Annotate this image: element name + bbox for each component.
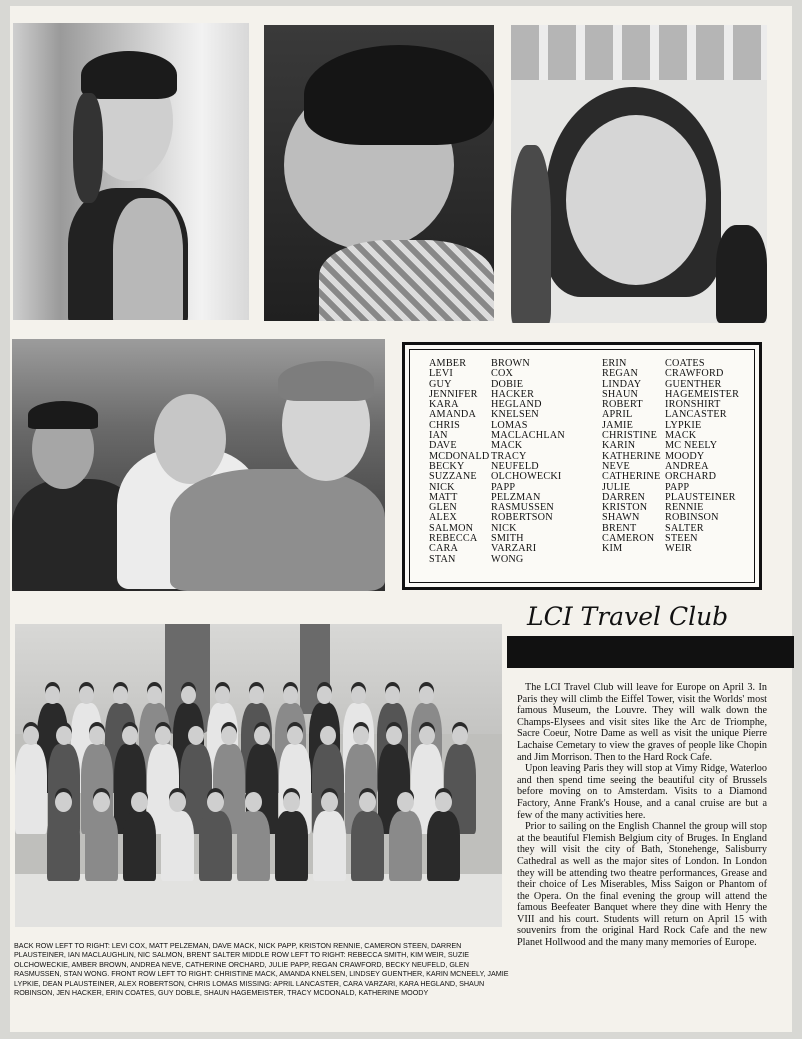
member-name: DARREN (602, 491, 646, 503)
member-name: JULIE (602, 481, 631, 493)
photo-caption: BACK ROW LEFT TO RIGHT: LEVI COX, MATT PELZEMAN, DAVE MACK, NICK PAPP, KRISTON RENNIE, CAMERON STEEN, DARREN PLAUSTEINER, IAN MACLAUGHLIN, NIC SALMON, BRENT SALTER MIDDLE ROW LEFT TO RIGHT: REBECCA SMITH, KIM WEIR, SUZIE OLCHOWECKIE, AMBER BROWN, ANDREA NEVE, CATHERINE ORCHARD, JULIE PAPP, REGAN CRAWFORD, BECKY NEUFELD, GLEN RASMUSSEN, STAN WONG. FRONT ROW LEFT TO RIGHT: CHRISTINE MACK, AMANDA KNELSEN, LINDSEY GUENTHER, KARIN MCNEELY, JAMIE LYPKIE, DEAN PLAUSTEINER, ALEX ROBERTSON, CHRIS LOMAS MISSING: APRIL LANCASTER, CARA VARZARI, KARA HEGLAND, SHAUN ROBINSON, JEN HACKER, ERIN COATES, GUY DOBLE, SHAUN HAGEMEISTER, TRACY MCDONALD, KATHERINE MOODY (14, 941, 509, 998)
member-name: WONG (491, 553, 524, 565)
group-member-figure (181, 686, 196, 704)
member-name: SMITH (491, 533, 524, 545)
member-name: WEIR (665, 543, 692, 555)
group-member-body (161, 811, 194, 881)
article-paragraph-2: Upon leaving Paris they will stop at Vimy Ridge, Waterloo and then spend time seeing the beautiful city of Brussels before moving on to Amsterdam. Visits to a Diamond Factory, Anne Frank's House, and a canal cruise are but a few of the many activities here. (517, 763, 767, 821)
group-member-figure (452, 726, 468, 745)
group-member-body (123, 811, 156, 881)
member-name: KIM (602, 543, 623, 555)
member-name: STEEN (665, 533, 698, 545)
group-member-figure (353, 726, 369, 745)
member-name: ERIN (602, 358, 627, 369)
group-member-figure (169, 792, 186, 812)
group-member-figure (320, 726, 336, 745)
group-member-figure (93, 792, 110, 812)
member-name: SHAWN (602, 512, 640, 524)
group-member-body (427, 811, 460, 881)
group-member-figure (89, 726, 105, 745)
member-name: CRAWFORD (665, 368, 724, 380)
member-name: RENNIE (665, 502, 704, 514)
group-member-body (15, 744, 47, 834)
group-member-body (85, 811, 118, 881)
photo-three-students (12, 339, 385, 591)
member-name: PAPP (665, 481, 690, 493)
member-name: PAPP (491, 481, 516, 493)
group-member-figure (283, 792, 300, 812)
member-name: LEVI (429, 368, 453, 380)
group-member-figure (254, 726, 270, 745)
member-name: NEUFELD (491, 460, 539, 472)
group-member-figure (385, 686, 400, 704)
member-name: JAMIE (602, 419, 633, 431)
member-name: KNELSEN (491, 409, 539, 421)
group-member-figure (386, 726, 402, 745)
member-name: REBECCA (429, 533, 478, 545)
member-name: IRONSHIRT (665, 399, 721, 411)
member-name: HEGLAND (491, 399, 542, 411)
member-name: KARA (429, 399, 459, 411)
member-name: KATHERINE (602, 450, 661, 462)
group-member-figure (359, 792, 376, 812)
member-name: DOBIE (491, 378, 524, 390)
group-member-figure (207, 792, 224, 812)
club-article (517, 682, 767, 949)
group-member-figure (419, 686, 434, 704)
group-member-figure (397, 792, 414, 812)
group-member-figure (221, 726, 237, 745)
member-name: NICK (491, 522, 517, 534)
group-member-figure (321, 792, 338, 812)
photo-student-cap (13, 23, 249, 320)
group-member-body (389, 811, 422, 881)
member-name: LYPKIE (665, 419, 702, 431)
names-left-last (491, 359, 565, 565)
member-name: JENNIFER (429, 388, 478, 400)
group-member-body (47, 811, 80, 881)
member-name: OLCHOWECKI (491, 471, 562, 483)
member-name: HAGEMEISTER (665, 388, 740, 400)
member-name: GUENTHER (665, 378, 722, 390)
member-name: MACLACHLAN (491, 430, 565, 442)
member-name: DAVE (429, 440, 457, 452)
member-name: MACK (665, 430, 697, 442)
group-photo (15, 624, 502, 927)
group-member-figure (351, 686, 366, 704)
group-member-body (351, 811, 384, 881)
member-name: PLAUSTEINER (665, 491, 736, 503)
member-name: APRIL (602, 409, 633, 421)
group-member-figure (45, 686, 60, 704)
group-member-figure (55, 792, 72, 812)
member-name: STAN (429, 553, 456, 565)
member-name: ROBERTSON (491, 512, 553, 524)
member-name: MOODY (665, 450, 705, 462)
member-name: HACKER (491, 388, 535, 400)
group-member-figure (79, 686, 94, 704)
member-name: TRACY (491, 450, 527, 462)
member-name: SHAUN (602, 388, 639, 400)
member-name: KARIN (602, 440, 636, 452)
names-right-first (602, 359, 661, 555)
group-member-figure (245, 792, 262, 812)
member-name: REGAN (602, 368, 639, 380)
group-member-figure (435, 792, 452, 812)
group-member-figure (147, 686, 162, 704)
member-name: MC NEELY (665, 440, 718, 452)
member-name: NICK (429, 481, 455, 493)
member-name: CAMERON (602, 533, 655, 545)
member-name: MATT (429, 491, 458, 503)
member-name: SALTER (665, 522, 704, 534)
member-name: AMANDA (429, 409, 477, 421)
member-name: VARZARI (491, 543, 537, 555)
member-name: GLEN (429, 502, 457, 514)
member-name: BECKY (429, 460, 465, 472)
club-title: LCI Travel Club (527, 602, 729, 631)
member-name: GUY (429, 378, 452, 390)
member-name: COX (491, 368, 514, 380)
member-name: ROBINSON (665, 512, 719, 524)
group-member-figure (113, 686, 128, 704)
member-name: CHRISTINE (602, 430, 658, 442)
photo-student-laughing (264, 25, 494, 321)
group-member-figure (23, 726, 39, 745)
member-name: RASMUSSEN (491, 502, 554, 514)
group-member-figure (283, 686, 298, 704)
article-paragraph-3: Prior to sailing on the English Channel the group will stop at the beautiful Flemish Belgium city of Bruges. In England they will visit the city of Bath, Stonehenge, Salisburry Cathedral as well as the major sites of London. In London they will be attending two theatre performances, Grease and their choice of Les Miserables, Miss Saigon or Phantom of the Opera. On the final evening the group will attend the famous Beefeater Banquet where they dine with Henry the VIII and his court. Students will return on April 15 with souvenirs from the original Hard Rock Cafe and the new Planet Hollwood and the many many memories of Europe. (517, 821, 767, 949)
member-name: LANCASTER (665, 409, 727, 421)
title-bar (507, 636, 794, 668)
group-member-figure (122, 726, 138, 745)
member-name: IAN (429, 430, 448, 442)
member-name: ANDREA (665, 460, 709, 472)
member-name: LOMAS (491, 419, 528, 431)
article-paragraph-1: The LCI Travel Club will leave for Europe on April 3. In Paris they will climb the Eiffel Tower, visit the Worlds' most famous Museum, the Louvre. They will walk down the Champs-Elysees and visit sites like the Arc de Triomphe, Sacre Coeur, Notre Dame as well as visit the unique Pierre Lachaise Cemetary to view the graves of people like Chopin and Jim Morrison. Then to the Hard Rock Cafe. (517, 682, 767, 763)
member-name: AMBER (429, 358, 467, 369)
member-name: ORCHARD (665, 471, 717, 483)
names-right-last (665, 359, 739, 555)
group-member-figure (287, 726, 303, 745)
names-left-first (429, 359, 489, 565)
group-member-figure (317, 686, 332, 704)
member-name: CHRIS (429, 419, 461, 431)
member-name: SALMON (429, 522, 474, 534)
yearbook-page (10, 6, 792, 1032)
member-name: LINDAY (602, 378, 642, 390)
member-name: PELZMAN (491, 491, 541, 503)
member-name: BROWN (491, 358, 530, 369)
member-name: KRISTON (602, 502, 648, 514)
photo-student-smiling (511, 25, 767, 323)
member-name: COATES (665, 358, 705, 369)
group-member-figure (249, 686, 264, 704)
group-member-body (275, 811, 308, 881)
group-member-figure (131, 792, 148, 812)
group-member-figure (419, 726, 435, 745)
member-name: SUZZANE (429, 471, 477, 483)
members-names-box (402, 342, 762, 590)
member-name: ROBERT (602, 399, 643, 411)
member-name: CATHERINE (602, 471, 661, 483)
member-name: NEVE (602, 460, 630, 472)
member-name: MCDONALD (429, 450, 490, 462)
group-member-figure (155, 726, 171, 745)
member-name: CARA (429, 543, 459, 555)
group-member-body (237, 811, 270, 881)
member-name: ALEX (429, 512, 457, 524)
group-member-body (313, 811, 346, 881)
group-member-figure (188, 726, 204, 745)
member-name: MACK (491, 440, 523, 452)
member-name: BRENT (602, 522, 637, 534)
group-member-body (199, 811, 232, 881)
group-member-figure (215, 686, 230, 704)
group-member-figure (56, 726, 72, 745)
